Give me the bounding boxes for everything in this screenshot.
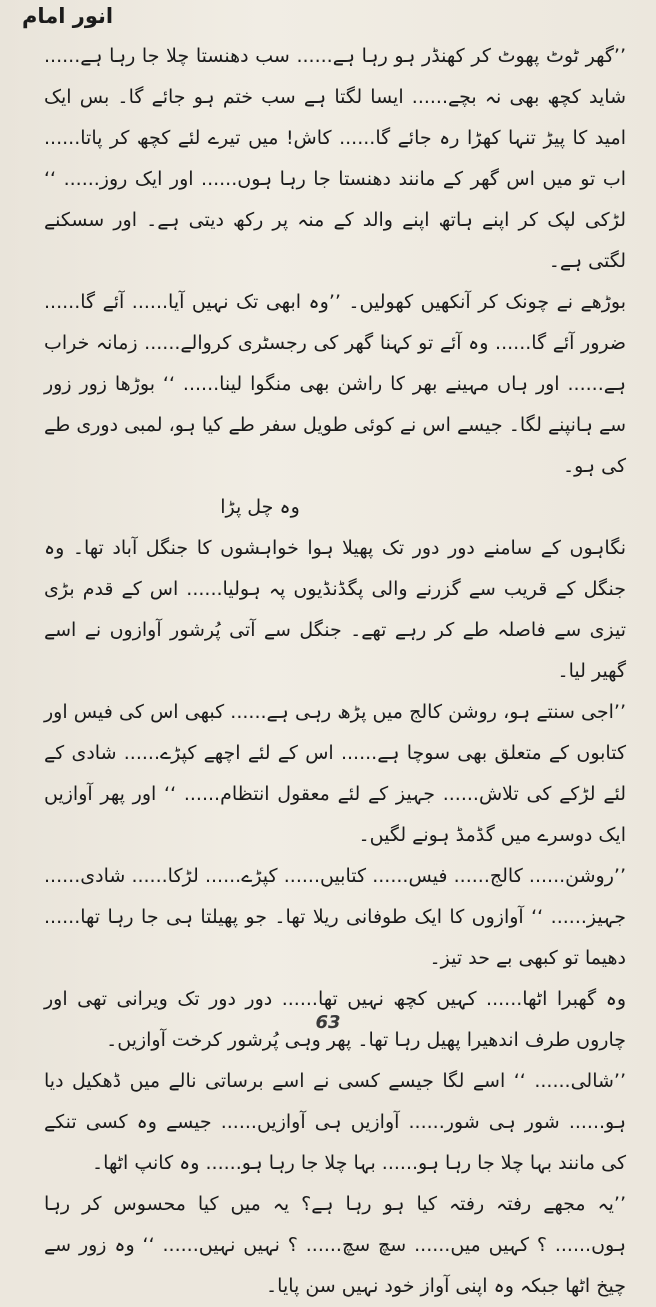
paragraph: وہ گھبرا اٹھا...... کہیں کچھ نہیں تھا...... دور دور تک ویرانی تھی اور چاروں طرف اندھیرا پھیل رہا تھا۔ پھر وہی پُرشور کرخت آوازیں۔ [44, 988, 626, 1051]
running-header-author: انور امام [22, 4, 114, 28]
paragraph: نگاہوں کے سامنے دور دور تک پھیلا ہوا خواہشوں کا جنگل آباد تھا۔ وہ جنگل کے قریب سے گزرنے والی پگڈنڈیوں پہ ہولیا...... اس کے قدم بڑی تیزی سے فاصلہ طے کر رہے تھے۔ جنگل سے آتی پُرشور آوازوں نے اسے گھیر لیا۔ [44, 537, 626, 682]
section-subheading: وہ چل پڑا [220, 496, 300, 518]
paragraph: بوڑھے نے چونک کر آنکھیں کھولیں۔ ’’وہ ابھی تک نہیں آیا...... آئے گا...... ضرور آئے گا...... وہ آئے تو کہنا گھر کی رجسٹری کروالے...... زمانہ خراب ہے...... اور ہاں مہینے بھر کا راشن بھی منگوا لینا...... ‘‘ بوڑھا زور زور سے ہانپنے لگا۔ جیسے اس نے کوئی طویل سفر طے کیا ہو، لمبی دوری طے کی ہو۔ [44, 291, 626, 477]
paragraph: ’’اجی سنتے ہو، روشن کالج میں پڑھ رہی ہے...... کبھی اس کی فیس اور کتابوں کے متعلق بھی سوچا ہے...... اس کے لئے اچھے کپڑے...... شادی کے لئے لڑکے کی تلاش...... جہیز کے لئے معقول انتظام...... ‘‘ اور پھر آوازیں ایک دوسرے میں گڈمڈ ہونے لگیں۔ [44, 701, 626, 846]
paragraph: ’’یہ مجھے رفتہ رفتہ کیا ہو رہا ہے؟ یہ میں کیا محسوس کر رہا ہوں...... ؟ کہیں میں...... سچ سچ...... ؟ نہیں نہیں...... ‘‘ وہ زور سے چیخ اٹھا جبکہ وہ اپنی آواز خود نہیں سن پایا۔ [44, 1193, 626, 1297]
page-number: 63 [315, 1012, 341, 1033]
page-body [44, 36, 626, 1307]
paragraph: ’’گھر ٹوٹ پھوٹ کر کھنڈر ہو رہا ہے...... سب دھنستا چلا جا رہا ہے...... شاید کچھ بھی نہ بچے...... ایسا لگتا ہے سب ختم ہو جائے گا۔ بس ایک امید کا پیڑ تنہا کھڑا رہ جائے گا...... کاش! میں تیرے لئے کچھ کر پاتا...... اب تو میں اس گھر کے مانند دھنستا جا رہا ہوں...... اور ایک روز...... ‘‘ لڑکی لپک کر اپنے ہاتھ اپنے والد کے منہ پر رکھ دیتی ہے۔ اور سسکنے لگتی ہے۔ [44, 45, 626, 272]
paragraph: ’’روشن...... کالج...... فیس...... کتابیں...... کپڑے...... لڑکا...... شادی...... جہیز...... ‘‘ آوازوں کا ایک طوفانی ریلا تھا۔ جو پھیلتا ہی جا رہا تھا...... دھیما تو کبھی بے حد تیز۔ [44, 865, 626, 969]
paragraph: ’’شالی...... ‘‘ اسے لگا جیسے کسی نے اسے برساتی نالے میں ڈھکیل دیا ہو...... شور ہی شور...... آوازیں ہی آوازیں...... جیسے وہ کسی تنکے کی مانند بہا چلا جا رہا ہو...... بہا چلا جا رہا ہو...... وہ کانپ اٹھا۔ [44, 1070, 626, 1174]
